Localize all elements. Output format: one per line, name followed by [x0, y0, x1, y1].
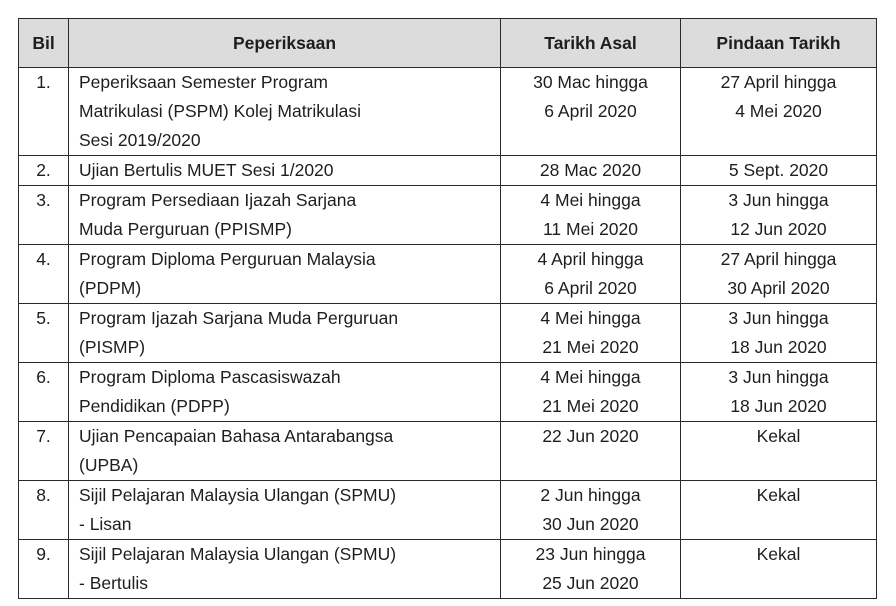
cell-tarikh-asal-line: 21 Mei 2020 — [542, 396, 639, 416]
cell-tarikh-asal — [501, 156, 681, 186]
cell-tarikh-asal-line: 25 Jun 2020 — [542, 573, 639, 593]
table-header — [19, 19, 877, 68]
cell-pindaan-tarikh — [681, 304, 877, 363]
cell-pindaan-tarikh — [681, 540, 877, 599]
table-row — [19, 245, 877, 304]
cell-peperiksaan-line: - Lisan — [79, 514, 132, 534]
cell-peperiksaan — [69, 304, 501, 363]
cell-pindaan-tarikh-line: 30 April 2020 — [727, 278, 830, 298]
table-row — [19, 481, 877, 540]
cell-peperiksaan — [69, 245, 501, 304]
cell-pindaan-tarikh-line: Kekal — [756, 544, 801, 564]
cell-pindaan-tarikh — [681, 481, 877, 540]
cell-peperiksaan-line: (UPBA) — [79, 455, 139, 475]
cell-pindaan-tarikh — [681, 68, 877, 156]
table-row — [19, 156, 877, 186]
cell-tarikh-asal-line: 6 April 2020 — [544, 101, 637, 121]
header-row — [19, 19, 877, 68]
cell-tarikh-asal — [501, 304, 681, 363]
cell-peperiksaan-line: Sijil Pelajaran Malaysia Ulangan (SPMU) — [79, 544, 397, 564]
table-row — [19, 363, 877, 422]
cell-peperiksaan-line: (PISMP) — [79, 337, 146, 357]
cell-peperiksaan-line: Program Persediaan Ijazah Sarjana — [79, 190, 357, 210]
header-pindaan-tarikh: Pindaan Tarikh — [681, 19, 877, 68]
cell-pindaan-tarikh-line: Kekal — [756, 426, 801, 446]
header-tarikh-asal: Tarikh Asal — [501, 19, 681, 68]
cell-peperiksaan-line: Muda Perguruan (PPISMP) — [79, 219, 293, 239]
cell-peperiksaan-line: Sesi 2019/2020 — [79, 130, 201, 150]
cell-pindaan-tarikh — [681, 422, 877, 481]
cell-tarikh-asal-line: 4 April hingga — [537, 249, 644, 269]
header-bil: Bil — [19, 19, 69, 68]
cell-tarikh-asal-line: 2 Jun hingga — [540, 485, 641, 505]
table-row — [19, 68, 877, 156]
cell-peperiksaan — [69, 540, 501, 599]
cell-peperiksaan-line: Matrikulasi (PSPM) Kolej Matrikulasi — [79, 101, 362, 121]
cell-tarikh-asal — [501, 68, 681, 156]
cell-tarikh-asal-line: 30 Jun 2020 — [542, 514, 639, 534]
cell-bil: 7. — [19, 422, 69, 481]
cell-peperiksaan-line: Program Ijazah Sarjana Muda Perguruan — [79, 308, 399, 328]
cell-tarikh-asal-line: 4 Mei hingga — [540, 190, 641, 210]
cell-peperiksaan — [69, 363, 501, 422]
cell-bil: 3. — [19, 186, 69, 245]
cell-bil: 2. — [19, 156, 69, 186]
table-row — [19, 186, 877, 245]
cell-tarikh-asal-line: 21 Mei 2020 — [542, 337, 639, 357]
cell-peperiksaan-line: - Bertulis — [79, 573, 149, 593]
table-row — [19, 540, 877, 599]
cell-peperiksaan — [69, 481, 501, 540]
cell-pindaan-tarikh-line: 18 Jun 2020 — [730, 337, 827, 357]
cell-peperiksaan — [69, 68, 501, 156]
cell-peperiksaan-line: (PDPM) — [79, 278, 142, 298]
cell-pindaan-tarikh-line: 4 Mei 2020 — [735, 101, 822, 121]
cell-peperiksaan-line: Sijil Pelajaran Malaysia Ulangan (SPMU) — [79, 485, 397, 505]
cell-bil: 1. — [19, 68, 69, 156]
cell-tarikh-asal — [501, 540, 681, 599]
cell-pindaan-tarikh-line: 18 Jun 2020 — [730, 396, 827, 416]
cell-tarikh-asal-line: 6 April 2020 — [544, 278, 637, 298]
cell-tarikh-asal — [501, 363, 681, 422]
cell-bil: 9. — [19, 540, 69, 599]
cell-peperiksaan-line: Peperiksaan Semester Program — [79, 72, 328, 92]
table-row — [19, 422, 877, 481]
cell-peperiksaan-line: Ujian Pencapaian Bahasa Antarabangsa — [79, 426, 394, 446]
cell-bil: 8. — [19, 481, 69, 540]
cell-pindaan-tarikh — [681, 186, 877, 245]
exam-schedule-table — [18, 18, 877, 599]
cell-pindaan-tarikh-line: Kekal — [756, 485, 801, 505]
cell-tarikh-asal-line: 28 Mac 2020 — [539, 160, 642, 180]
cell-tarikh-asal — [501, 481, 681, 540]
cell-tarikh-asal-line: 22 Jun 2020 — [542, 426, 639, 446]
cell-peperiksaan-line: Pendidikan (PDPP) — [79, 396, 230, 416]
cell-pindaan-tarikh — [681, 245, 877, 304]
header-peperiksaan: Peperiksaan — [69, 19, 501, 68]
cell-peperiksaan-line: Program Diploma Perguruan Malaysia — [79, 249, 376, 269]
cell-peperiksaan — [69, 422, 501, 481]
cell-pindaan-tarikh-line: 5 Sept. 2020 — [728, 160, 829, 180]
cell-peperiksaan-line: Ujian Bertulis MUET Sesi 1/2020 — [79, 160, 334, 180]
cell-bil: 6. — [19, 363, 69, 422]
cell-peperiksaan — [69, 156, 501, 186]
cell-peperiksaan — [69, 186, 501, 245]
cell-peperiksaan-line: Program Diploma Pascasiswazah — [79, 367, 341, 387]
cell-tarikh-asal-line: 4 Mei hingga — [540, 367, 641, 387]
table-row — [19, 304, 877, 363]
cell-pindaan-tarikh-line: 12 Jun 2020 — [730, 219, 827, 239]
cell-pindaan-tarikh-line: 3 Jun hingga — [728, 190, 829, 210]
cell-tarikh-asal-line: 11 Mei 2020 — [542, 219, 639, 239]
cell-tarikh-asal-line: 23 Jun hingga — [535, 544, 646, 564]
cell-pindaan-tarikh — [681, 363, 877, 422]
cell-pindaan-tarikh-line: 27 April hingga — [720, 72, 837, 92]
cell-pindaan-tarikh-line: 3 Jun hingga — [728, 367, 829, 387]
cell-tarikh-asal — [501, 186, 681, 245]
cell-tarikh-asal-line: 4 Mei hingga — [540, 308, 641, 328]
cell-tarikh-asal — [501, 245, 681, 304]
cell-tarikh-asal-line: 30 Mac hingga — [533, 72, 648, 92]
cell-bil: 4. — [19, 245, 69, 304]
cell-tarikh-asal — [501, 422, 681, 481]
table-body — [19, 68, 877, 599]
cell-pindaan-tarikh — [681, 156, 877, 186]
cell-pindaan-tarikh-line: 27 April hingga — [720, 249, 837, 269]
cell-pindaan-tarikh-line: 3 Jun hingga — [728, 308, 829, 328]
cell-bil: 5. — [19, 304, 69, 363]
